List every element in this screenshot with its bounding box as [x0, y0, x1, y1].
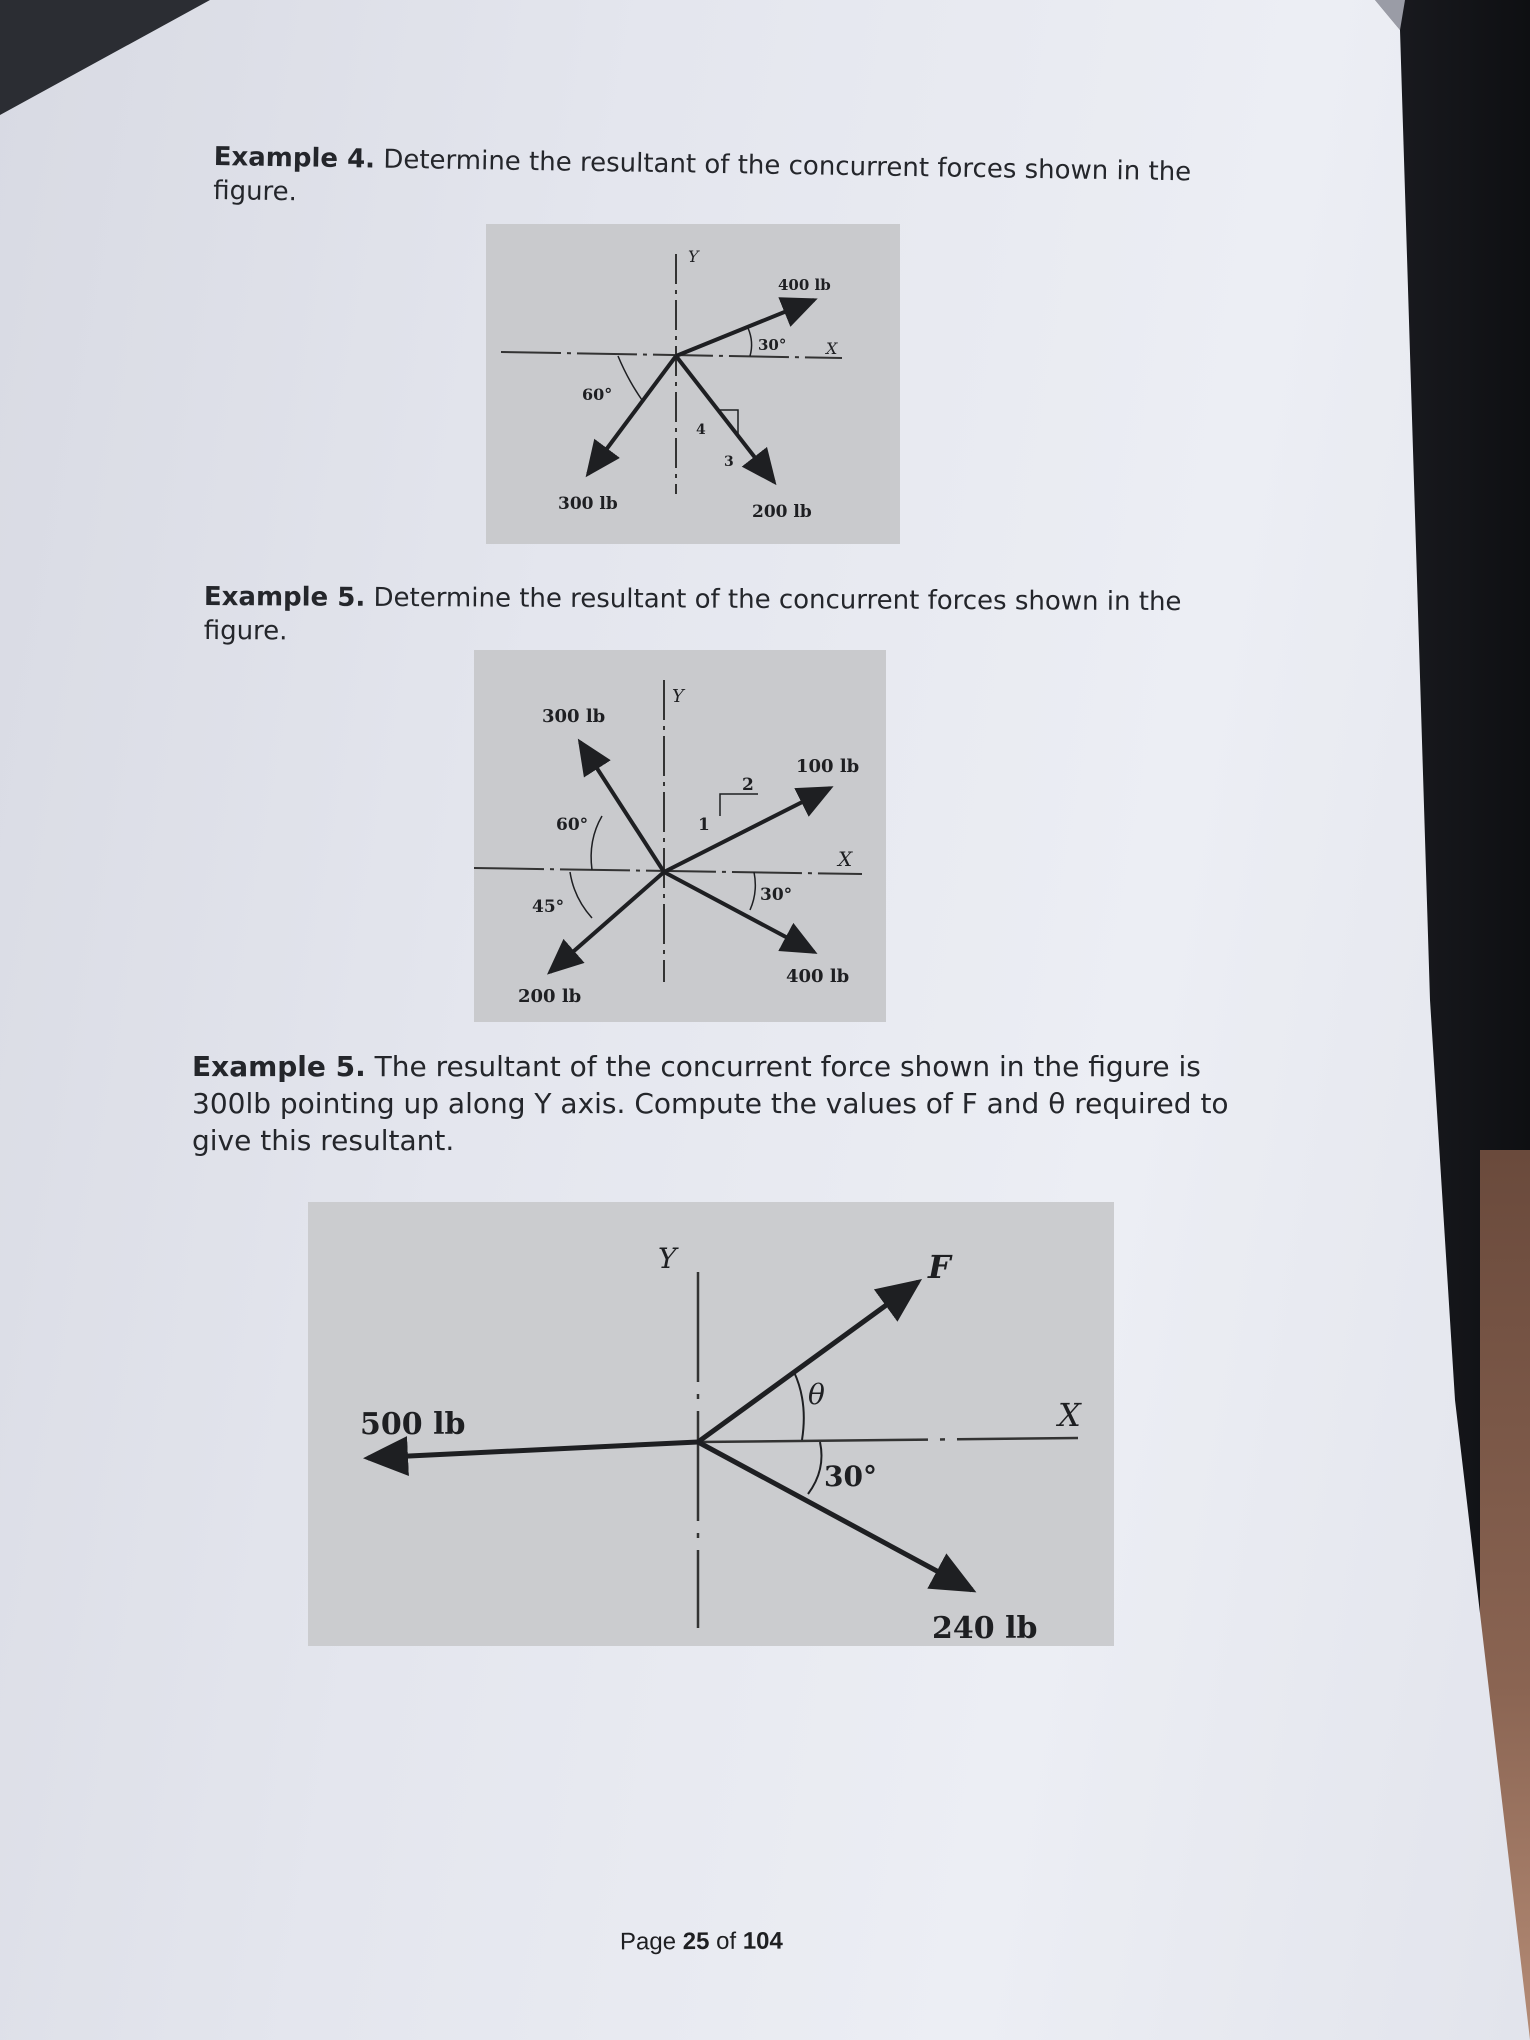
example-5b-prompt: The resultant of the concurrent force shown in the figure is	[374, 1050, 1201, 1083]
example-5-diagram	[474, 650, 886, 1022]
angle-60-label: 60°	[556, 815, 589, 835]
x-axis-label: X	[1058, 1396, 1081, 1434]
page-footer	[620, 1928, 783, 1957]
force-400-label: 400 lb	[778, 276, 831, 294]
force-500-label: 500 lb	[360, 1407, 466, 1442]
force-f-label: F	[928, 1248, 951, 1286]
example-5b-prompt-line2: 300lb pointing up along Y axis. Compute the values of F and θ required to	[192, 1087, 1229, 1120]
slope-rise-label: 4	[696, 422, 706, 438]
example-5-prompt: Determine the resultant of the concurrent forces shown in the	[373, 582, 1182, 618]
force-200-label: 200 lb	[518, 986, 582, 1007]
example-5-title: Example 5.	[203, 582, 366, 613]
force-300-label: 300 lb	[558, 494, 618, 514]
angle-45-label: 45°	[532, 897, 565, 917]
footer-total-pages: 104	[742, 1927, 783, 1955]
example-4-diagram	[486, 224, 900, 544]
figure-background	[486, 224, 900, 544]
angle-30-label: 30°	[758, 336, 787, 354]
footer-page-number: 25	[682, 1927, 710, 1956]
example-5b-figure	[308, 1202, 1114, 1646]
footer-page-word: Page	[619, 1928, 677, 1956]
slope-run-label: 2	[742, 775, 754, 795]
example-4-prompt-cont: figure.	[212, 175, 298, 208]
force-400-label: 400 lb	[786, 966, 850, 987]
y-axis-label: Y	[658, 1242, 677, 1275]
slope-run-label: 3	[724, 454, 734, 470]
slope-rise-label: 1	[698, 815, 710, 835]
example-4-title: Example 4.	[213, 141, 376, 175]
example-4-prompt: Determine the resultant of the concurrent forces shown in the	[383, 144, 1192, 188]
example-4-figure	[486, 224, 900, 544]
example-5b-title: Example 5.	[192, 1050, 366, 1083]
angle-30-label: 30°	[760, 885, 793, 905]
angle-60-label: 60°	[582, 385, 613, 404]
example-5b-prompt-line3: give this resultant.	[192, 1124, 455, 1157]
y-axis-label: Y	[672, 686, 684, 707]
example-5b-diagram	[308, 1202, 1114, 1646]
force-240-label: 240 lb	[932, 1611, 1038, 1646]
example-5-figure	[474, 650, 886, 1022]
force-300-label: 300 lb	[542, 706, 606, 727]
force-200-label: 200 lb	[752, 502, 812, 522]
y-axis-label: Y	[688, 247, 699, 266]
x-axis-label: X	[838, 847, 853, 871]
angle-30-label: 30°	[824, 1460, 877, 1493]
example-5-prompt-cont: figure.	[203, 615, 288, 647]
force-100-label: 100 lb	[796, 756, 860, 777]
example-5b-text	[192, 1048, 1302, 1159]
footer-of-word: of	[716, 1927, 737, 1955]
x-axis-label: X	[826, 339, 838, 358]
example-5-text	[204, 580, 1264, 654]
theta-label: θ	[808, 1378, 825, 1411]
